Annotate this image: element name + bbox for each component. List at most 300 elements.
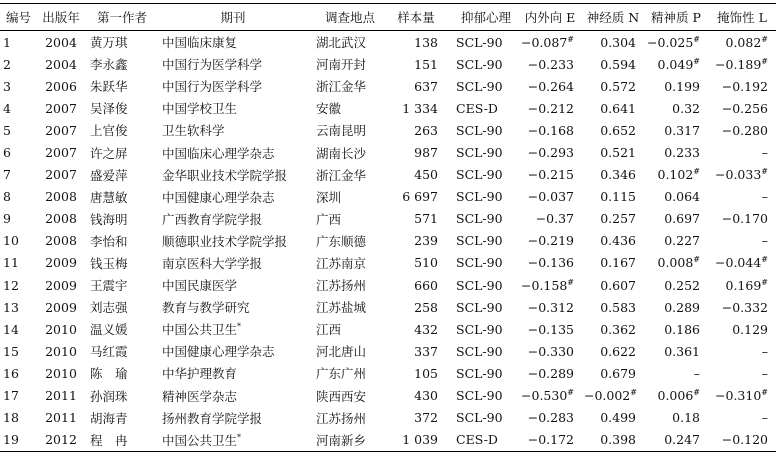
cell-lie xyxy=(708,385,776,407)
cell-location-value: 云南昆明 xyxy=(316,123,367,139)
cell-journal xyxy=(156,186,312,208)
cell-sample-size xyxy=(386,53,446,75)
cell-extraversion xyxy=(518,296,582,318)
cell-sample-size-value: 138 xyxy=(414,34,438,50)
cell-psychoticism-value: 0.064 xyxy=(664,189,700,205)
cell-sample-size xyxy=(386,75,446,97)
cell-extraversion xyxy=(518,75,582,97)
cell-year xyxy=(36,252,86,274)
table-row xyxy=(0,53,776,75)
cell-psychoticism-mark: # xyxy=(693,34,700,44)
cell-location xyxy=(312,31,386,54)
cell-location xyxy=(312,362,386,384)
cell-lie-value: 0.129 xyxy=(732,321,768,337)
cell-depression xyxy=(446,97,518,119)
cell-depression xyxy=(446,296,518,318)
cell-extraversion-value: −0.172 xyxy=(527,432,574,448)
cell-author-value: 朱跃华 xyxy=(90,79,128,95)
cell-location-value: 浙江金华 xyxy=(316,167,367,183)
header-num: 编号 xyxy=(0,4,36,31)
cell-neuroticism-value: 0.115 xyxy=(600,189,636,205)
cell-location xyxy=(312,296,386,318)
cell-extraversion-value: −0.312 xyxy=(527,299,574,315)
cell-author xyxy=(86,164,156,186)
cell-neuroticism-value: 0.362 xyxy=(600,321,636,337)
cell-year-value: 2010 xyxy=(45,343,77,359)
cell-year-value: 2007 xyxy=(45,145,77,161)
cell-lie xyxy=(708,208,776,230)
cell-neuroticism xyxy=(582,340,644,362)
table-row xyxy=(0,141,776,163)
cell-author-value: 陈 瑜 xyxy=(90,366,128,382)
cell-num xyxy=(0,119,36,141)
cell-author xyxy=(86,252,156,274)
cell-depression-value: SCL-90 xyxy=(456,277,503,293)
cell-sample-size xyxy=(386,31,446,54)
cell-author-value: 程 冉 xyxy=(90,432,128,448)
cell-psychoticism-value: 0.008 xyxy=(657,255,694,271)
cell-year-value: 2009 xyxy=(45,277,77,293)
cell-sample-size-value: 510 xyxy=(414,255,438,271)
cell-location-value: 江苏盐城 xyxy=(316,300,367,316)
cell-lie xyxy=(708,318,776,340)
cell-author xyxy=(86,119,156,141)
cell-num-value: 7 xyxy=(3,167,11,183)
cell-lie xyxy=(708,340,776,362)
cell-depression xyxy=(446,208,518,230)
table-row xyxy=(0,75,776,97)
cell-depression xyxy=(446,141,518,163)
table-row xyxy=(0,97,776,119)
cell-journal xyxy=(156,119,312,141)
cell-psychoticism xyxy=(644,208,708,230)
cell-journal-value: 中国公共卫生 xyxy=(162,432,238,448)
header-sample-size: 样本量 xyxy=(386,4,446,31)
meta-analysis-table xyxy=(0,3,776,452)
cell-psychoticism-value: 0.049 xyxy=(657,56,694,72)
cell-location xyxy=(312,119,386,141)
cell-neuroticism xyxy=(582,31,644,54)
cell-year xyxy=(36,362,86,384)
cell-neuroticism xyxy=(582,429,644,452)
cell-year xyxy=(36,75,86,97)
cell-extraversion xyxy=(518,97,582,119)
cell-lie xyxy=(708,53,776,75)
cell-sample-size-value: 6 697 xyxy=(402,189,438,205)
cell-num-value: 1 xyxy=(3,34,11,50)
cell-sample-size-value: 430 xyxy=(414,388,438,404)
cell-location xyxy=(312,53,386,75)
cell-year xyxy=(36,208,86,230)
cell-year xyxy=(36,340,86,362)
cell-num xyxy=(0,186,36,208)
cell-lie xyxy=(708,75,776,97)
table-row xyxy=(0,119,776,141)
cell-location-value: 广东广州 xyxy=(316,366,367,382)
cell-psychoticism-value: 0.32 xyxy=(672,100,700,116)
cell-year-value: 2008 xyxy=(45,233,77,249)
cell-num-value: 3 xyxy=(3,78,11,94)
cell-location xyxy=(312,141,386,163)
cell-extraversion-value: −0.37 xyxy=(535,211,574,227)
cell-depression-value: SCL-90 xyxy=(456,211,503,227)
cell-neuroticism xyxy=(582,141,644,163)
cell-extraversion-value: −0.037 xyxy=(527,189,574,205)
cell-journal xyxy=(156,75,312,97)
cell-author xyxy=(86,53,156,75)
cell-neuroticism xyxy=(582,407,644,429)
cell-author xyxy=(86,31,156,54)
cell-lie xyxy=(708,164,776,186)
cell-extraversion-value: −0.087 xyxy=(521,34,568,50)
cell-author xyxy=(86,230,156,252)
cell-author-value: 刘志强 xyxy=(90,300,128,316)
cell-author-value: 唐慧敏 xyxy=(90,189,128,205)
cell-lie-mark: # xyxy=(761,34,768,44)
cell-lie-value: 0.082 xyxy=(725,34,762,50)
cell-author xyxy=(86,362,156,384)
cell-lie-value: – xyxy=(761,189,768,205)
cell-location xyxy=(312,75,386,97)
cell-year xyxy=(36,164,86,186)
cell-depression-value: SCL-90 xyxy=(456,78,503,94)
cell-num xyxy=(0,274,36,296)
cell-journal-value: 中国行为医学科学 xyxy=(162,57,263,73)
cell-author xyxy=(86,318,156,340)
cell-year xyxy=(36,407,86,429)
cell-location-value: 深圳 xyxy=(316,189,342,205)
cell-psychoticism xyxy=(644,362,708,384)
cell-year xyxy=(36,141,86,163)
cell-extraversion-value: −0.264 xyxy=(527,78,574,94)
cell-num xyxy=(0,31,36,54)
cell-psychoticism-value: 0.006 xyxy=(657,388,694,404)
table-row xyxy=(0,340,776,362)
cell-depression-value: SCL-90 xyxy=(456,233,503,249)
cell-num xyxy=(0,407,36,429)
cell-journal-value: 南京医科大学学报 xyxy=(162,255,263,271)
cell-sample-size xyxy=(386,385,446,407)
cell-depression xyxy=(446,164,518,186)
cell-journal-value: 中华护理教育 xyxy=(162,366,238,382)
table-row xyxy=(0,429,776,452)
cell-neuroticism xyxy=(582,296,644,318)
cell-location-value: 河南开封 xyxy=(316,57,367,73)
cell-author-value: 温义媛 xyxy=(90,322,128,338)
table-row xyxy=(0,164,776,186)
cell-depression-value: SCL-90 xyxy=(456,299,503,315)
cell-neuroticism-value: 0.572 xyxy=(600,78,636,94)
cell-location xyxy=(312,208,386,230)
cell-location-value: 河北唐山 xyxy=(316,344,367,360)
cell-lie xyxy=(708,274,776,296)
header-row xyxy=(0,4,776,31)
cell-journal-value: 广西教育学院学报 xyxy=(162,211,263,227)
cell-num-value: 17 xyxy=(3,388,19,404)
cell-location xyxy=(312,164,386,186)
cell-extraversion xyxy=(518,31,582,54)
cell-year xyxy=(36,186,86,208)
cell-neuroticism xyxy=(582,97,644,119)
cell-psychoticism xyxy=(644,119,708,141)
cell-psychoticism-value: 0.227 xyxy=(664,233,700,249)
cell-year xyxy=(36,119,86,141)
cell-year xyxy=(36,53,86,75)
cell-sample-size-value: 1 334 xyxy=(402,100,438,116)
header-year: 出版年 xyxy=(36,4,86,31)
cell-lie-value: – xyxy=(761,343,768,359)
cell-num xyxy=(0,296,36,318)
cell-psychoticism xyxy=(644,97,708,119)
cell-neuroticism-value: 0.641 xyxy=(600,100,636,116)
cell-neuroticism-value: 0.398 xyxy=(600,432,636,448)
cell-journal xyxy=(156,164,312,186)
cell-extraversion-value: −0.212 xyxy=(527,100,574,116)
table-row xyxy=(0,362,776,384)
cell-psychoticism-value: 0.361 xyxy=(664,343,700,359)
cell-author-value: 李永鑫 xyxy=(90,57,128,73)
cell-psychoticism xyxy=(644,31,708,54)
cell-year-value: 2008 xyxy=(45,189,77,205)
cell-location xyxy=(312,340,386,362)
cell-lie-value: −0.189 xyxy=(715,56,762,72)
cell-author xyxy=(86,141,156,163)
table-row xyxy=(0,186,776,208)
cell-lie-mark: # xyxy=(761,56,768,66)
cell-neuroticism xyxy=(582,385,644,407)
cell-psychoticism xyxy=(644,429,708,452)
cell-psychoticism xyxy=(644,296,708,318)
cell-author xyxy=(86,75,156,97)
cell-lie-mark: # xyxy=(761,277,768,287)
cell-location xyxy=(312,429,386,452)
cell-journal xyxy=(156,141,312,163)
cell-extraversion xyxy=(518,186,582,208)
cell-neuroticism xyxy=(582,230,644,252)
cell-lie xyxy=(708,252,776,274)
cell-num xyxy=(0,208,36,230)
cell-depression-value: SCL-90 xyxy=(456,321,503,337)
cell-sample-size xyxy=(386,407,446,429)
cell-extraversion-value: −0.530 xyxy=(521,388,568,404)
cell-lie xyxy=(708,230,776,252)
cell-extraversion-mark: # xyxy=(567,34,574,44)
cell-year-value: 2010 xyxy=(45,365,77,381)
cell-sample-size xyxy=(386,362,446,384)
cell-lie-value: −0.044 xyxy=(715,255,762,271)
cell-author xyxy=(86,429,156,452)
cell-neuroticism-value: 0.346 xyxy=(600,167,636,183)
cell-journal xyxy=(156,274,312,296)
cell-extraversion-value: −0.283 xyxy=(527,410,574,426)
cell-num-value: 18 xyxy=(3,410,19,426)
cell-neuroticism-value: 0.499 xyxy=(600,410,636,426)
cell-journal xyxy=(156,340,312,362)
cell-author-value: 盛爱萍 xyxy=(90,167,128,183)
cell-extraversion-value: −0.293 xyxy=(527,145,574,161)
cell-year-value: 2004 xyxy=(45,56,77,72)
cell-num-value: 5 xyxy=(3,122,11,138)
cell-journal xyxy=(156,318,312,340)
cell-author-value: 孙润珠 xyxy=(90,388,128,404)
cell-sample-size xyxy=(386,97,446,119)
cell-lie xyxy=(708,407,776,429)
cell-sample-size xyxy=(386,230,446,252)
table-row xyxy=(0,230,776,252)
cell-lie xyxy=(708,31,776,54)
cell-psychoticism-value: 0.102 xyxy=(657,167,694,183)
cell-psychoticism-mark: # xyxy=(693,255,700,265)
table-row xyxy=(0,385,776,407)
cell-extraversion xyxy=(518,274,582,296)
cell-location xyxy=(312,407,386,429)
cell-location xyxy=(312,230,386,252)
cell-psychoticism xyxy=(644,186,708,208)
cell-psychoticism xyxy=(644,340,708,362)
cell-depression xyxy=(446,318,518,340)
cell-num xyxy=(0,362,36,384)
cell-year-value: 2010 xyxy=(45,321,77,337)
cell-depression-value: SCL-90 xyxy=(456,365,503,381)
cell-lie-value: 0.169 xyxy=(725,277,762,293)
cell-author-value: 黄万琪 xyxy=(90,35,128,51)
cell-author-value: 许之屏 xyxy=(90,145,128,161)
cell-sample-size xyxy=(386,296,446,318)
cell-sample-size xyxy=(386,274,446,296)
table-row xyxy=(0,318,776,340)
cell-lie-value: −0.170 xyxy=(721,211,768,227)
cell-depression xyxy=(446,362,518,384)
cell-location xyxy=(312,385,386,407)
cell-num-value: 16 xyxy=(3,365,19,381)
cell-psychoticism-value: 0.18 xyxy=(672,410,700,426)
cell-extraversion xyxy=(518,230,582,252)
cell-lie-mark: # xyxy=(761,255,768,265)
cell-lie-mark: # xyxy=(761,387,768,397)
cell-journal-value: 教育与教学研究 xyxy=(162,300,250,316)
cell-extraversion xyxy=(518,362,582,384)
cell-sample-size xyxy=(386,164,446,186)
cell-author-value: 胡海青 xyxy=(90,410,128,426)
cell-sample-size-value: 372 xyxy=(414,410,438,426)
cell-depression-value: SCL-90 xyxy=(456,410,503,426)
cell-psychoticism-mark: # xyxy=(693,56,700,66)
cell-neuroticism xyxy=(582,252,644,274)
cell-num-value: 9 xyxy=(3,211,11,227)
cell-author xyxy=(86,407,156,429)
cell-psychoticism-value: 0.289 xyxy=(664,299,700,315)
cell-journal xyxy=(156,230,312,252)
cell-author xyxy=(86,385,156,407)
cell-lie-value: −0.120 xyxy=(721,432,768,448)
table-row xyxy=(0,274,776,296)
header-lie: 掩饰性 L xyxy=(708,4,776,31)
cell-journal xyxy=(156,407,312,429)
cell-neuroticism xyxy=(582,318,644,340)
cell-extraversion xyxy=(518,208,582,230)
cell-sample-size-value: 987 xyxy=(414,145,438,161)
cell-lie xyxy=(708,186,776,208)
cell-psychoticism-value: 0.317 xyxy=(664,122,700,138)
cell-num-value: 14 xyxy=(3,321,19,337)
cell-location-value: 陕西西安 xyxy=(316,388,367,404)
cell-neuroticism-value: 0.304 xyxy=(600,34,636,50)
cell-num-value: 12 xyxy=(3,277,19,293)
cell-depression xyxy=(446,230,518,252)
cell-neuroticism xyxy=(582,75,644,97)
cell-author-value: 李怡和 xyxy=(90,233,128,249)
cell-extraversion xyxy=(518,119,582,141)
cell-extraversion xyxy=(518,318,582,340)
cell-journal-value: 中国公共卫生 xyxy=(162,322,238,338)
cell-sample-size-value: 450 xyxy=(414,167,438,183)
cell-year-value: 2007 xyxy=(45,167,77,183)
cell-depression xyxy=(446,31,518,54)
cell-psychoticism-value: 0.247 xyxy=(664,432,700,448)
cell-num-value: 8 xyxy=(3,189,11,205)
cell-extraversion-value: −0.135 xyxy=(527,321,574,337)
cell-sample-size xyxy=(386,340,446,362)
cell-extraversion-value: −0.215 xyxy=(527,167,574,183)
cell-num xyxy=(0,252,36,274)
cell-num xyxy=(0,164,36,186)
cell-extraversion xyxy=(518,252,582,274)
cell-journal xyxy=(156,97,312,119)
cell-lie-value: −0.192 xyxy=(721,78,768,94)
cell-year-value: 2009 xyxy=(45,255,77,271)
cell-depression xyxy=(446,429,518,452)
cell-sample-size-value: 337 xyxy=(414,343,438,359)
cell-num-value: 13 xyxy=(3,299,19,315)
cell-depression-value: SCL-90 xyxy=(456,34,503,50)
cell-num xyxy=(0,340,36,362)
cell-num xyxy=(0,75,36,97)
cell-lie xyxy=(708,119,776,141)
cell-depression-value: SCL-90 xyxy=(456,343,503,359)
cell-psychoticism xyxy=(644,164,708,186)
cell-location-value: 安徽 xyxy=(316,101,342,117)
cell-sample-size-value: 637 xyxy=(414,78,438,94)
cell-location xyxy=(312,97,386,119)
cell-year-value: 2008 xyxy=(45,211,77,227)
cell-location-value: 广东顺德 xyxy=(316,233,367,249)
table-row xyxy=(0,296,776,318)
cell-num xyxy=(0,97,36,119)
cell-lie-value: −0.310 xyxy=(715,388,762,404)
cell-neuroticism-value: 0.521 xyxy=(600,145,636,161)
cell-psychoticism-value: 0.199 xyxy=(664,78,700,94)
cell-depression-value: SCL-90 xyxy=(456,145,503,161)
cell-psychoticism xyxy=(644,75,708,97)
cell-lie-value: – xyxy=(761,410,768,426)
cell-journal xyxy=(156,208,312,230)
cell-extraversion-mark: # xyxy=(567,277,574,287)
cell-depression xyxy=(446,340,518,362)
cell-journal-value: 金华职业技术学院学报 xyxy=(162,167,288,183)
cell-journal-value: 精神医学杂志 xyxy=(162,388,238,404)
cell-neuroticism xyxy=(582,362,644,384)
cell-location-value: 浙江金华 xyxy=(316,79,367,95)
cell-year-value: 2007 xyxy=(45,122,77,138)
cell-journal xyxy=(156,252,312,274)
cell-neuroticism-value: 0.652 xyxy=(600,122,636,138)
cell-neuroticism-value: 0.257 xyxy=(600,211,636,227)
cell-sample-size xyxy=(386,252,446,274)
cell-depression xyxy=(446,274,518,296)
cell-journal-value: 中国行为医学科学 xyxy=(162,79,263,95)
cell-depression xyxy=(446,385,518,407)
cell-num-value: 4 xyxy=(3,100,11,116)
